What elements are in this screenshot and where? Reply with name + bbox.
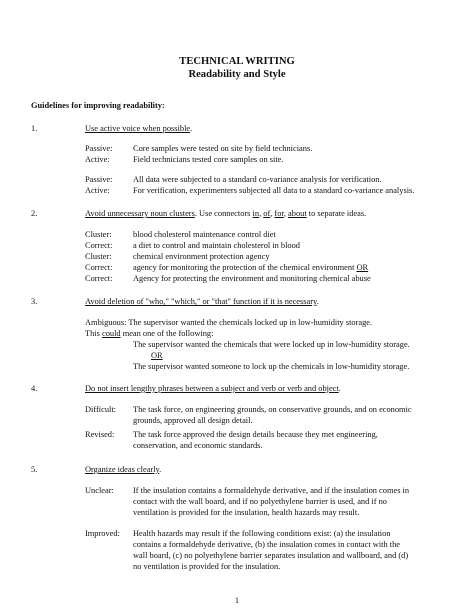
item-2-row-4-label: Correct:: [85, 263, 113, 272]
item-3-could-line: [85, 329, 213, 340]
item-3-meaning-1: The supervisor wanted the chemicals that were locked up in low-humidity storage.: [133, 340, 410, 349]
connector-about: about: [288, 209, 307, 218]
item-2-heading: Avoid unnecessary noun clusters. Use connectors in, of, for, about to separate ideas.: [85, 209, 367, 218]
item-5-improved-line-4: no ventilation is provided for the insulation.: [133, 562, 281, 571]
item-5-heading-text: Organize ideas clearly: [85, 465, 160, 474]
item-2-row-4-text-main: agency for monitoring the protection of the chemical environment: [133, 263, 357, 272]
item-2-heading-text: Avoid unnecessary noun clusters: [85, 209, 195, 218]
item-4-row-2-label: Revised:: [85, 430, 115, 439]
item-2-row-4-or: OR: [356, 263, 369, 272]
item-4-row-2-line-1: The task force approved the design details because they met engineering,: [133, 430, 378, 439]
item-5-unclear-label: Unclear:: [85, 486, 114, 495]
item-3-could-post: mean one of the following:: [120, 329, 214, 338]
item-3-could-word: could: [101, 329, 121, 338]
item-2-heading-end: to separate ideas.: [306, 209, 367, 218]
item-3-number: 3.: [31, 297, 38, 306]
item-1-row-2-text: Field technicians tested core samples on site.: [133, 155, 284, 164]
item-5-heading: [85, 465, 161, 476]
item-3-meaning-2: The supervisor wanted someone to lock up the chemicals in low-humidity storage.: [133, 362, 410, 371]
item-4-number: 4.: [31, 384, 38, 393]
item-4-row-2-line-2: conservation, and economic standards.: [133, 441, 263, 450]
item-1-heading: [85, 124, 192, 135]
document-title: TECHNICAL WRITING: [179, 56, 295, 67]
item-3-or: OR: [151, 351, 163, 360]
item-3-ambiguous: [85, 318, 372, 329]
item-3-ambiguous-text: The supervisor wanted the chemicals locked up in low-humidity storage.: [128, 318, 373, 327]
item-2-row-1-text: blood cholesterol maintenance control diet: [133, 230, 276, 239]
item-1-row-1-label: Passive:: [85, 144, 113, 153]
item-5-unclear-line-2: contact with the wall board, and if no polyethylene barrier is used, and if no: [133, 497, 387, 506]
item-4-row-1-line-1: The task force, on engineering grounds, on conservative grounds, and on economic: [133, 405, 412, 414]
item-5-improved-line-1: Health hazards may result if the following conditions exist: (a) the insulation: [133, 529, 391, 538]
item-1-row-4-text: For verification, experimenters subjected all data to a standard co-variance analysis.: [133, 186, 415, 195]
item-4-heading: [85, 384, 341, 395]
item-4-heading-text: Do not insert lengthy phrases between a subject and verb or verb and object: [85, 384, 339, 393]
item-5-unclear-line-3: ventilation is provided for the insulation, health hazards may result.: [133, 508, 360, 517]
item-1-heading-text: Use active voice when possible: [85, 124, 191, 133]
item-1-heading-suffix: .: [190, 124, 193, 133]
document-subtitle: Readability and Style: [188, 69, 286, 80]
item-4-row-1-label: Difficult:: [85, 405, 117, 414]
item-1-row-4-label: Active:: [85, 186, 110, 195]
item-2-row-1-label: Cluster:: [85, 230, 112, 239]
item-3-could-pre: This: [85, 329, 102, 338]
item-2-row-2-text: a diet to control and maintain cholesterol in blood: [133, 241, 300, 250]
connector-for: for: [274, 209, 284, 218]
page-number: 1: [234, 596, 240, 605]
item-5-unclear-line-1: If the insulation contains a formaldehyde derivative, and if the insulation comes in: [133, 486, 410, 495]
item-3-heading-suffix: .: [316, 297, 319, 306]
item-3-ambiguous-label: Ambiguous:: [85, 318, 127, 327]
item-5-heading-suffix: .: [159, 465, 162, 474]
connector-in: in: [252, 209, 260, 218]
item-3-heading-text: Avoid deletion of "who," "which," or "that" function if it is necessary: [85, 297, 317, 306]
item-5-improved-line-3: wall board, (c) no polyethylene barrier separates insulation and wallboard, and (d): [133, 551, 409, 560]
item-3-heading: [85, 297, 319, 308]
item-2-number: 2.: [31, 209, 38, 218]
item-2-row-3-label: Cluster:: [85, 252, 112, 261]
guidelines-heading: Guidelines for improving readability:: [31, 101, 165, 110]
item-2-heading-rest: . Use connectors: [194, 209, 253, 218]
item-1-row-2-label: Active:: [85, 155, 110, 164]
item-1-row-3-label: Passive:: [85, 175, 113, 184]
item-2-row-4-text: [133, 263, 368, 274]
item-5-improved-line-2: contains a formaldehyde derivative, (b) the insulation comes in contact with the: [133, 540, 400, 549]
item-1-number: 1.: [31, 124, 38, 133]
item-1-row-3-text: All data were subjected to a standard co-variance analysis for verification.: [133, 175, 382, 184]
connector-of: of: [263, 209, 271, 218]
item-5-improved-label: Improved:: [85, 529, 120, 538]
item-2-row-3-text: chemical environment protection agency: [133, 252, 270, 261]
item-2-row-5-text: Agency for protecting the environment and monitoring chemical abuse: [133, 274, 371, 283]
item-4-row-1-line-2: grounds, approved all design detail.: [133, 416, 253, 425]
item-1-row-1-text: Core samples were tested on site by field technicians.: [133, 144, 313, 153]
item-2-row-5-label: Correct:: [85, 274, 113, 283]
item-5-number: 5.: [31, 465, 38, 474]
item-2-row-2-label: Correct:: [85, 241, 113, 250]
item-4-heading-suffix: .: [338, 384, 341, 393]
